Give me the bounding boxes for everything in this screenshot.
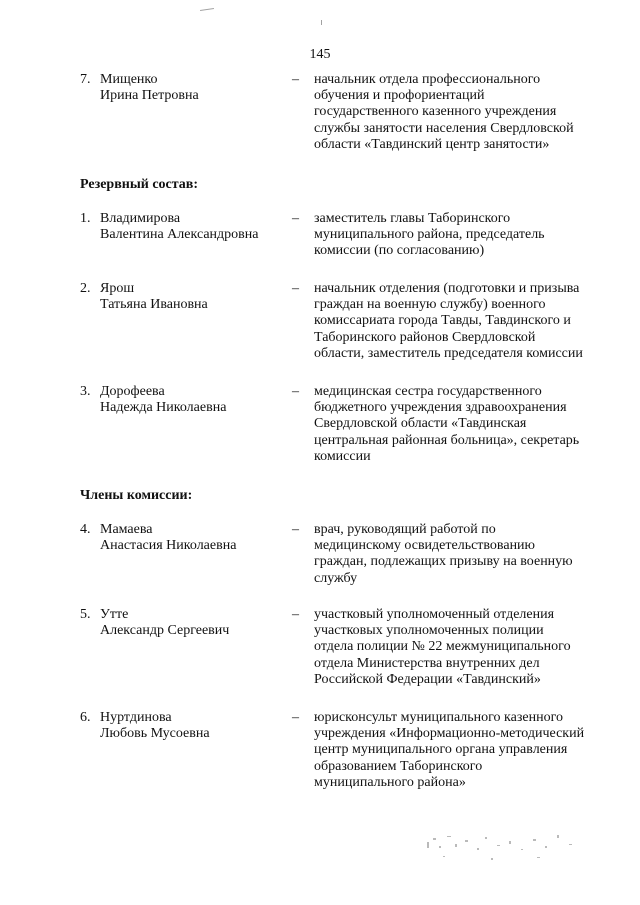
- role-line: области «Тавдинский центр занятости»: [314, 136, 550, 152]
- entry-name: [100, 710, 285, 742]
- entry-role: [314, 72, 619, 153]
- role-line: врач, руководящий работой по: [314, 522, 496, 537]
- role-line: центр муниципального органа управления: [314, 742, 568, 758]
- entry-number: 2.: [80, 281, 91, 296]
- entry-name: [100, 72, 285, 104]
- section-heading-reserve: Резервный состав:: [80, 177, 199, 192]
- section-heading-members: Члены комиссии:: [80, 488, 193, 503]
- entry-number: 7.: [80, 72, 91, 87]
- role-line: отдела полиции № 22 межмуниципального: [314, 639, 571, 655]
- role-line: комиссариата города Тавды, Тавдинского и: [314, 313, 571, 329]
- role-line: комиссии: [314, 448, 371, 464]
- entry-role: [314, 281, 619, 362]
- role-line: граждан, подлежащих призыву на военную: [314, 554, 573, 570]
- entry-dash: –: [292, 211, 299, 226]
- entry-given-names: Валентина Александровна: [100, 227, 259, 243]
- entry-name: [100, 281, 285, 313]
- entry-surname: Ярош: [100, 281, 135, 296]
- role-line: Таборинского районов Свердловской: [314, 329, 536, 345]
- entry-role: [314, 522, 619, 587]
- entry-given-names: Анастасия Николаевна: [100, 538, 237, 554]
- entry-surname: Утте: [100, 607, 129, 622]
- role-line: медицинскому освидетельствованию: [314, 538, 536, 554]
- entry-dash: –: [292, 710, 299, 725]
- entry-number: 1.: [80, 211, 91, 226]
- entry-role: [314, 384, 619, 465]
- entry-name: [100, 607, 285, 639]
- entry-number: 5.: [80, 607, 91, 622]
- role-line: учреждения «Информационно-методический: [314, 726, 585, 742]
- role-line: заместитель главы Таборинского: [314, 211, 511, 226]
- entry-given-names: Надежда Николаевна: [100, 400, 227, 416]
- entry-surname: Мамаева: [100, 522, 153, 537]
- role-line: обучения и профориентаций: [314, 88, 485, 104]
- entry-dash: –: [292, 607, 299, 622]
- role-line: Свердловской области «Тавдинская: [314, 416, 527, 432]
- role-line: центральная районная больница», секретарь: [314, 432, 580, 448]
- entry-given-names: Александр Сергеевич: [100, 623, 230, 639]
- page-number: 145: [309, 47, 331, 62]
- entry-name: [100, 522, 285, 554]
- role-line: начальник отдела профессионального: [314, 72, 541, 87]
- role-line: муниципального района, председатель: [314, 227, 545, 243]
- entry-dash: –: [292, 281, 299, 296]
- scan-mark: [321, 20, 322, 25]
- entry-surname: Нуртдинова: [100, 710, 172, 725]
- role-line: медицинская сестра государственного: [314, 384, 542, 399]
- entry-surname: Дорофеева: [100, 384, 165, 399]
- entry-surname: Мищенко: [100, 72, 158, 87]
- entry-role: [314, 211, 619, 260]
- entry-number: 6.: [80, 710, 91, 725]
- role-line: службу: [314, 570, 358, 586]
- entry-role: [314, 710, 619, 791]
- entry-surname: Владимирова: [100, 211, 181, 226]
- entry-given-names: Ирина Петровна: [100, 88, 199, 104]
- role-line: участковых уполномоченных полиции: [314, 623, 544, 639]
- role-line: бюджетного учреждения здравоохранения: [314, 400, 567, 416]
- role-line: государственного казенного учреждения: [314, 104, 557, 120]
- role-line: юрисконсульт муниципального казенного: [314, 710, 563, 725]
- role-line: муниципального района»: [314, 774, 466, 790]
- entry-name: [100, 211, 285, 243]
- entry-name: [100, 384, 285, 416]
- entry-number: 3.: [80, 384, 91, 399]
- entry-role: [314, 607, 619, 688]
- role-line: участковый уполномоченный отделения: [314, 607, 555, 622]
- entry-given-names: Любовь Мусоевна: [100, 726, 210, 742]
- entry-dash: –: [292, 384, 299, 399]
- role-line: службы занятости населения Свердловской: [314, 120, 574, 136]
- entry-given-names: Татьяна Ивановна: [100, 297, 208, 313]
- entry-dash: –: [292, 522, 299, 537]
- role-line: начальник отделения (подготовки и призыва: [314, 281, 580, 296]
- entry-number: 4.: [80, 522, 91, 537]
- role-line: отдела Министерства внутренних дел: [314, 655, 540, 671]
- role-line: комиссии (по согласованию): [314, 243, 485, 259]
- entry-dash: –: [292, 72, 299, 87]
- role-line: образованием Таборинского: [314, 758, 483, 774]
- role-line: области, заместитель председателя комиссии: [314, 345, 583, 361]
- role-line: граждан на военную службу) военного: [314, 297, 546, 313]
- scan-mark: [200, 8, 214, 11]
- scan-noise: [425, 828, 585, 868]
- role-line: Российской Федерации «Тавдинский»: [314, 671, 541, 687]
